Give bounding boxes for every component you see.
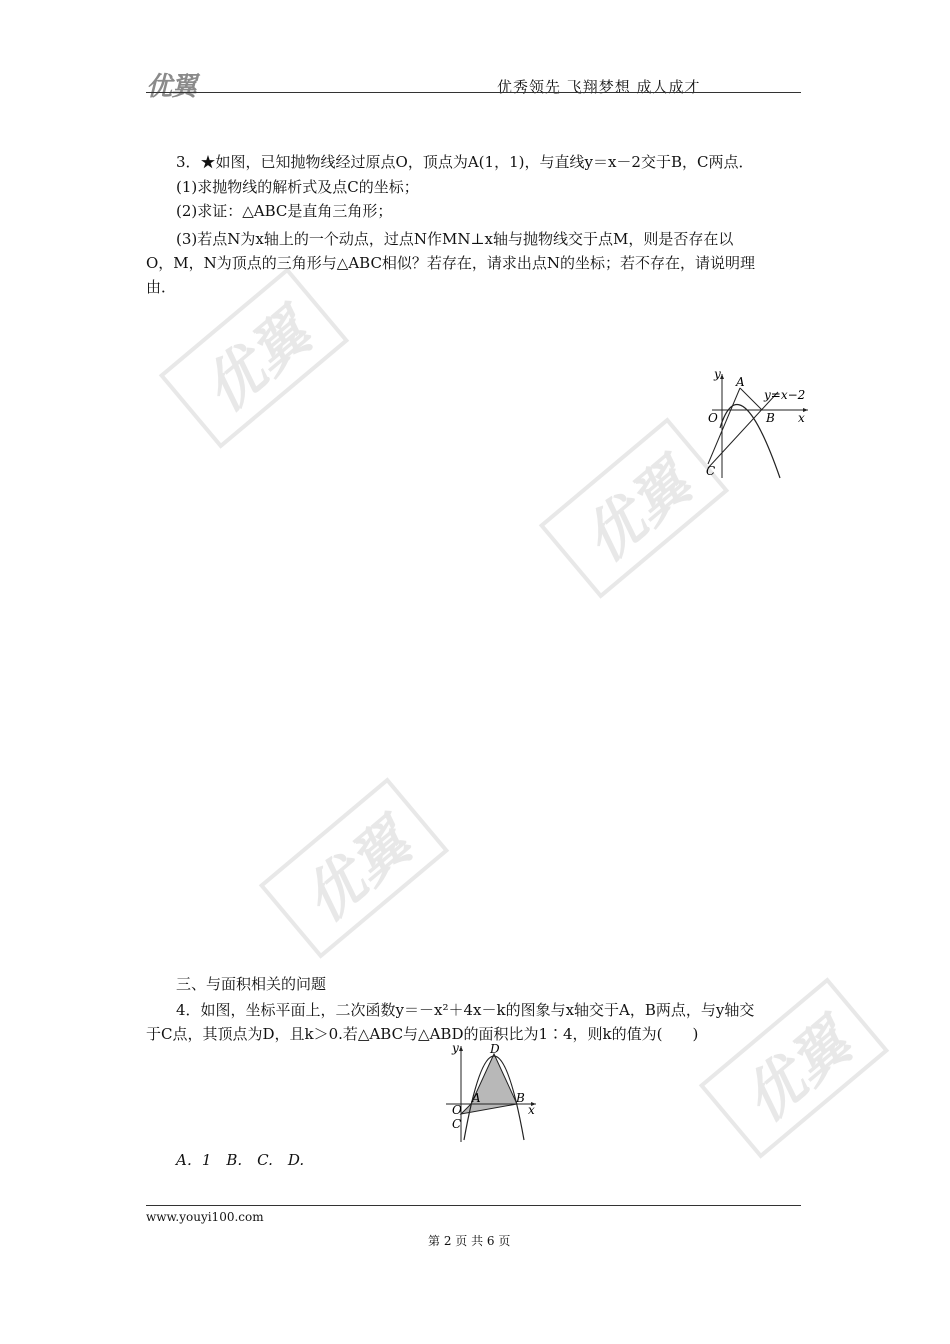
q3-origin-label: O [708,411,718,425]
q4-point-b-label: B [516,1091,525,1105]
q4-choices: A．1 B. C. D. [176,1151,305,1169]
watermark: 优翼 [259,777,449,959]
y-arrow-icon [459,1046,463,1051]
q3-part1: (1)求抛物线的解析式及点C的坐标； [176,178,419,196]
q3-axis-y-label: y [714,368,721,381]
q4-figure [444,1042,544,1147]
q3-axis-x-label: x [798,411,805,425]
q3-line [708,392,778,468]
footer-divider [146,1205,801,1206]
q4-line1: 4．如图，坐标平面上，二次函数y＝－x²＋4x－k的图象与x轴交于A，B两点，与y轴交 [176,1001,755,1019]
q3-point-c-label: C [706,464,716,478]
q3-point-b-label: B [766,411,775,425]
q4-axis-y-label: y [452,1042,459,1055]
q4-axis-x-label: x [528,1103,535,1117]
watermark: 优翼 [699,977,889,1159]
q3-figure [700,368,820,483]
q3-line-label: y=x−2 [764,388,806,402]
section-title: 三、与面积相关的问题 [176,975,327,993]
q3-part3-line3: 由． [146,278,177,296]
q4-point-d-label: D [490,1042,500,1056]
q4-origin-label: O [452,1103,462,1117]
header-divider [146,92,801,93]
logo: 优翼 [146,72,197,102]
q3-part3-line2: O，M，N为顶点的三角形与△ABC相似？若存在，请求出点N的坐标；若不存在，请说明理 [146,254,756,272]
q4-line2: 于C点，其顶点为D，且k＞0.若△ABC与△ABD的面积比为1∶4，则k的值为( ) [146,1025,699,1043]
page-number: 第 2 页 共 6 页 [428,1234,511,1248]
q3-point-a-label: A [736,375,745,389]
watermark: 优翼 [159,267,349,449]
header-slogan: 优秀领先 飞翔梦想 成人成才 [497,78,701,96]
watermark: 优翼 [539,417,729,599]
footer-url[interactable]: www.youyi100.com [146,1210,264,1224]
q3-title: 3．★如图，已知抛物线经过原点O，顶点为A(1，1)，与直线y＝x－2交于B，C两点． [176,153,754,171]
q3-part3-line1: (3)若点N为x轴上的一个动点，过点N作MN⊥x轴与抛物线交于点M，则是否存在以 [176,230,734,248]
q4-point-a-label: A [472,1091,481,1105]
q4-point-c-label: C [452,1117,462,1131]
q3-part2: (2)求证：△ABC是直角三角形； [176,202,393,220]
q3-side-ac [708,388,740,464]
